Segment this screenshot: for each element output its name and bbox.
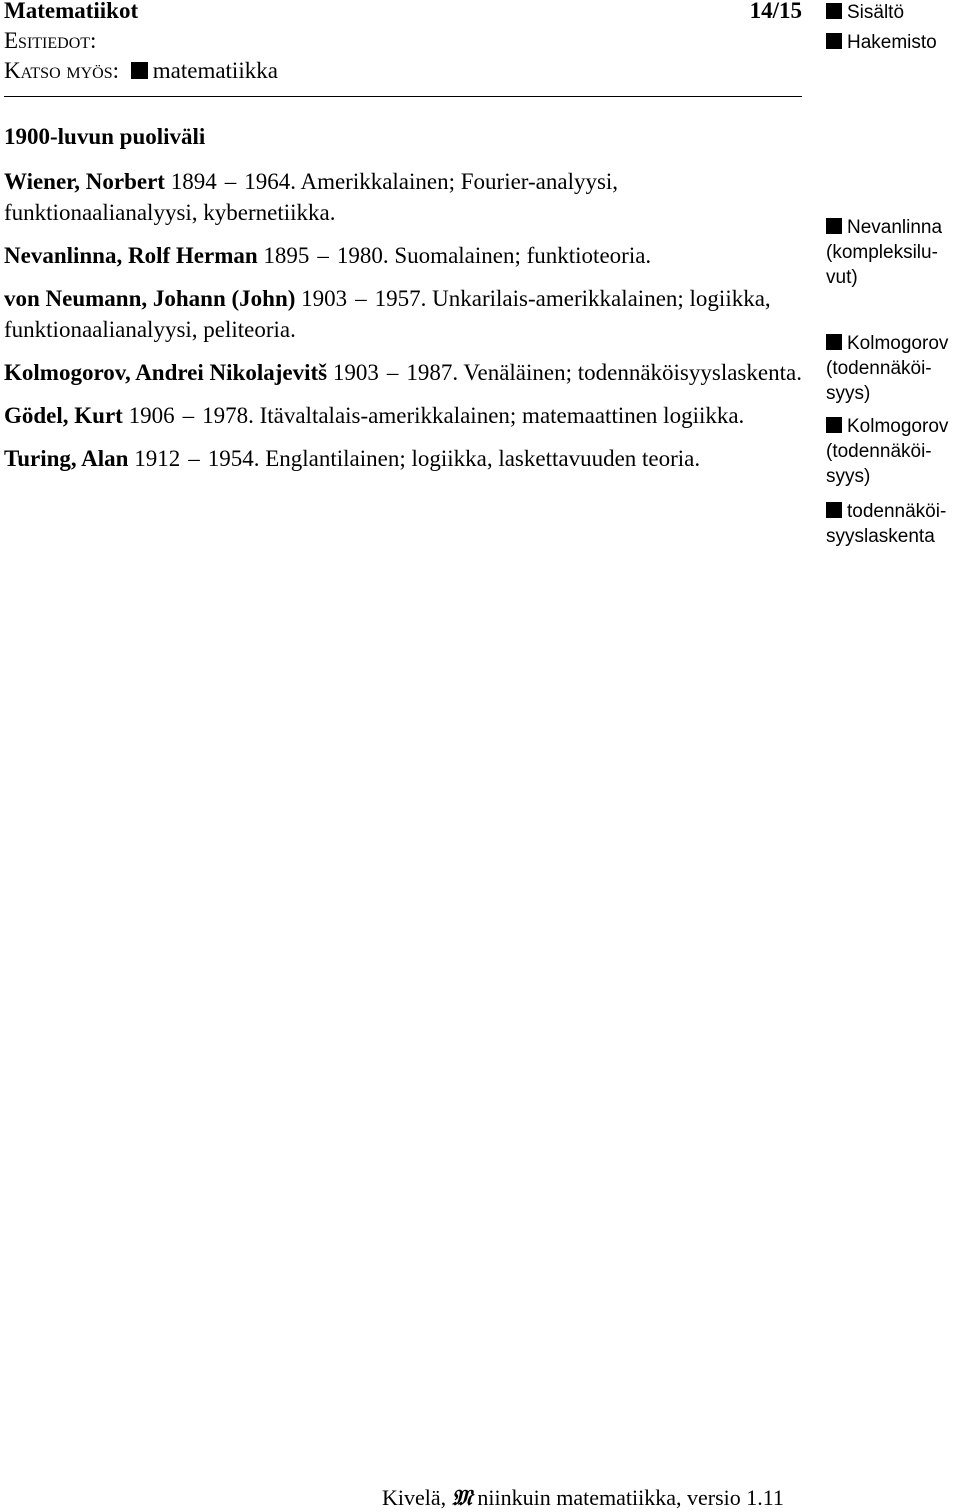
entry-name: Turing, Alan (4, 446, 129, 471)
katso-row (4, 57, 278, 85)
footer-text: niinkuin matematiikka, versio 1.11 (477, 1485, 784, 1510)
entry-description: Suomalainen; funktioteoria. (394, 243, 652, 268)
entry-born: 1894 (170, 169, 217, 194)
document-title: Matematiikot (4, 0, 139, 23)
entry-description: Amerikkalainen; Fourier-analyysi, funktionaalianalyysi, kybernetiikka. (4, 169, 619, 225)
sidebar-link-nevanlinna[interactable] (826, 215, 960, 290)
sidebar-link-line: syyslaskenta (826, 526, 935, 547)
sidebar-link-hakemisto[interactable] (826, 30, 960, 55)
list-item: von Neumann, Johann (John) 1903 – 1957. Unkarilais-amerikkalainen; logiikka, funktionaalianalyysi, peliteoria. (4, 286, 771, 342)
sidebar-link-line: syys) (826, 383, 871, 404)
entry-description: Englantilainen; logiikka, laskettavuuden teoria. (265, 446, 701, 471)
footer (382, 1484, 784, 1512)
entry-died: 1978 (202, 403, 249, 428)
entry-description: Venäläinen; todennäköisyyslaskenta. (463, 360, 802, 385)
entry-died: 1987 (406, 360, 453, 385)
katso-link-label: matematiikka (152, 58, 278, 83)
sidebar-link-line: syys) (826, 466, 871, 487)
list-item: Gödel, Kurt 1906 – 1978. Itävaltalais-amerikkalainen; matemaattinen logiikka. (4, 403, 745, 428)
entry-name: Wiener, Norbert (4, 169, 165, 194)
entry-name: von Neumann, Johann (John) (4, 286, 296, 311)
sidebar-link-todennakoisyyslaskenta[interactable] (826, 499, 960, 549)
link-square-icon (826, 218, 842, 234)
list-item: Kolmogorov, Andrei Nikolajevitš 1903 – 1987. Venäläinen; todennäköisyyslaskenta. (4, 360, 802, 385)
entry-born: 1912 (134, 446, 181, 471)
sidebar-link-line: todennäköi- (847, 501, 947, 522)
sidebar-link-sisalto[interactable] (826, 0, 960, 25)
list-item: Turing, Alan 1912 – 1954. Englantilainen; logiikka, laskettavuuden teoria. (4, 446, 701, 471)
katso-link[interactable] (131, 58, 278, 83)
sidebar-link-line: Nevanlinna (847, 217, 943, 238)
entry-name: Kolmogorov, Andrei Nikolajevitš (4, 360, 328, 385)
entry-description: Unkarilais-amerikkalainen; logiikka, funktionaalianalyysi, peliteoria. (4, 286, 771, 342)
entry-born: 1903 (332, 360, 379, 385)
link-square-icon (826, 502, 842, 518)
header-rule (4, 96, 802, 97)
entry-name: Nevanlinna, Rolf Herman (4, 243, 258, 268)
footer-author: Kivelä, (382, 1485, 447, 1510)
esitiedot-label: Esitiedot: (4, 28, 97, 53)
entry-born: 1895 (263, 243, 310, 268)
sidebar-link-label: Sisältö (847, 2, 905, 23)
sidebar-link-line: (todennäköi- (826, 358, 932, 379)
page-number: 14/15 (749, 0, 802, 23)
link-square-icon (131, 62, 148, 79)
link-square-icon (826, 417, 842, 433)
sidebar-link-line: vut) (826, 267, 858, 288)
sidebar-link-kolmogorov-1[interactable] (826, 331, 960, 406)
link-square-icon (826, 33, 842, 49)
entries-list (4, 166, 802, 486)
entry-died: 1980 (336, 243, 383, 268)
link-square-icon (826, 334, 842, 350)
list-item: Wiener, Norbert 1894 – 1964. Amerikkalainen; Fourier-analyysi, funktionaalianalyysi, kybernetiikka. (4, 169, 619, 225)
entry-description: Itävaltalais-amerikkalainen; matemaattinen logiikka. (259, 403, 745, 428)
entry-born: 1903 (301, 286, 348, 311)
footer-symbol: 𝔐 (451, 1485, 472, 1511)
entry-name: Gödel, Kurt (4, 403, 123, 428)
sidebar-link-kolmogorov-2[interactable] (826, 414, 960, 489)
entry-died: 1957 (374, 286, 421, 311)
sidebar-link-label: Hakemisto (847, 32, 937, 53)
sidebar-link-line: Kolmogorov (847, 333, 949, 354)
section-title: 1900-luvun puoliväli (4, 124, 206, 149)
sidebar-link-line: (todennäköi- (826, 441, 932, 462)
entry-died: 1964 (244, 169, 291, 194)
sidebar-link-line: Kolmogorov (847, 416, 949, 437)
list-item: Nevanlinna, Rolf Herman 1895 – 1980. Suomalainen; funktioteoria. (4, 243, 652, 268)
entry-died: 1954 (207, 446, 254, 471)
entry-born: 1906 (128, 403, 175, 428)
link-square-icon (826, 3, 842, 19)
sidebar-link-line: (kompleksilu- (826, 242, 938, 263)
katso-label: Katso myös: (4, 58, 119, 83)
